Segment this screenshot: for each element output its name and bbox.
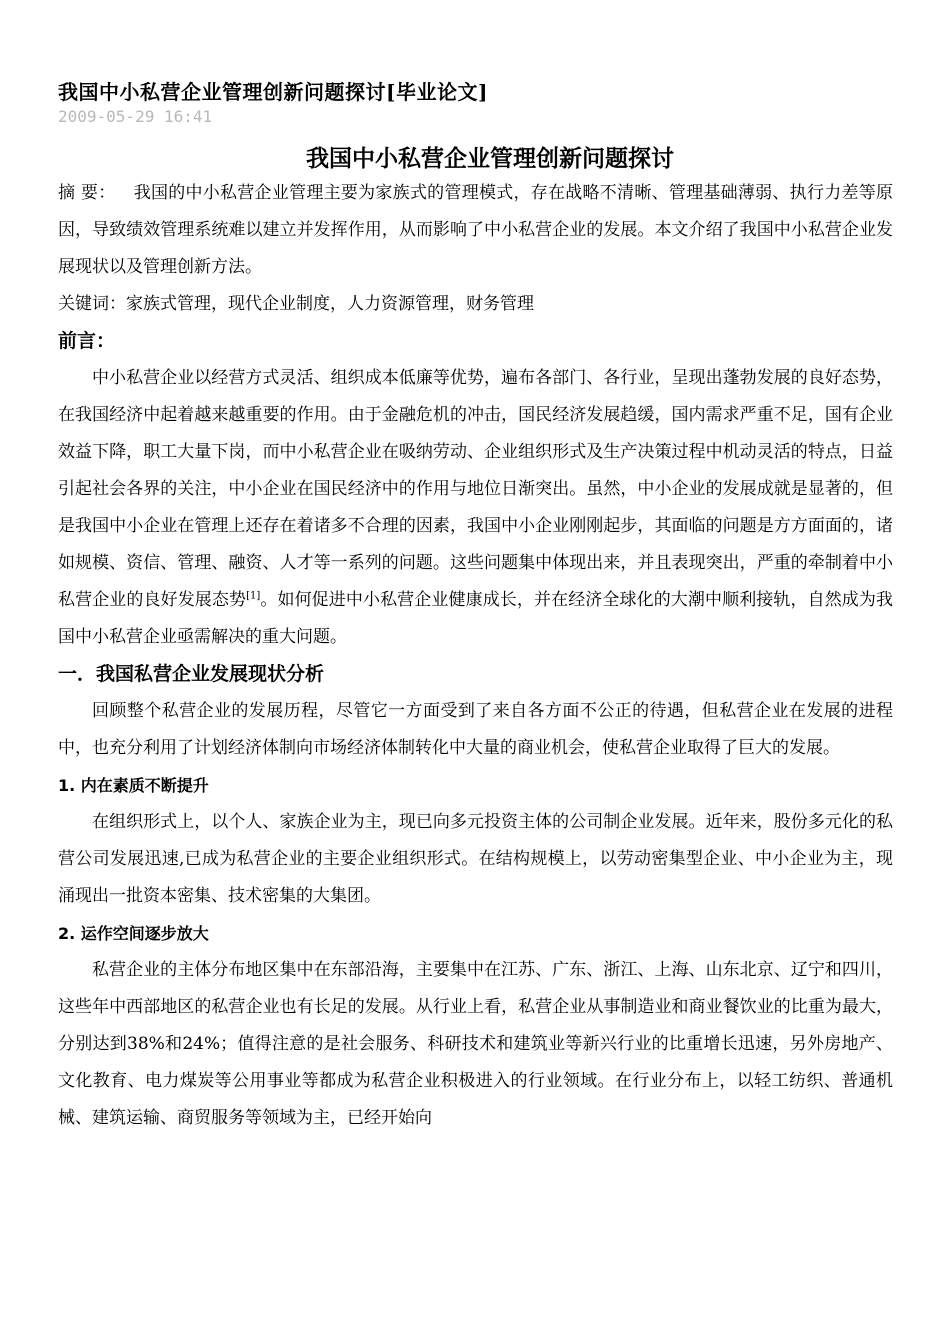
subsection-1-paragraph: 在组织形式上，以个人、家族企业为主，现已向多元投资主体的公司制企业发展。近年来，股份多元化的私营公司发展迅速,已成为私营企业的主要企业组织形式。在结构规模上，以劳动密集型企业、中小企业为主，现涌现出一批资本密集、技术密集的大集团。 — [58, 812, 893, 906]
abstract-label: 摘 要： — [58, 183, 116, 203]
section-1-heading: 一．我国私营企业发展现状分析 — [58, 663, 325, 685]
abstract — [58, 175, 893, 286]
reference-marker[interactable]: [1] — [246, 590, 261, 602]
abstract-text: 我国的中小私营企业管理主要为家族式的管理模式，存在战略不清晰、管理基础薄弱、执行力差等原因，导致绩效管理系统难以建立并发挥作用，从而影响了中小私营企业的发展。本文介绍了我国中小私营企业发展现状以及管理创新方法。 — [58, 183, 893, 277]
post-date: 2009-05-29 16:41 — [58, 107, 213, 126]
keywords: 关键词：家族式管理，现代企业制度，人力资源管理，财务管理 — [58, 294, 534, 314]
section-1-paragraph: 回顾整个私营企业的发展历程，尽管它一方面受到了来自各方面不公正的待遇，但私营企业在发展的进程中，也充分利用了计划经济体制向市场经济体制转化中大量的商业机会，使私营企业取得了巨大的发展。 — [58, 701, 893, 758]
preface-text-2: 。如何促进中小私营企业健康成长，并在经济全球化的大潮中顺利接轨，自然成为我国中小私营企业亟需解决的重大问题。 — [58, 590, 894, 647]
post-title: 我国中小私营企业管理创新问题探讨[毕业论文] — [58, 80, 488, 104]
article-title: 我国中小私营企业管理创新问题探讨 — [306, 145, 674, 172]
article-body — [58, 175, 893, 1137]
subsection-2-heading: 2. 运作空间逐步放大 — [58, 924, 209, 943]
preface-heading: 前言： — [58, 330, 116, 352]
subsection-2-paragraph: 私营企业的主体分布地区集中在东部沿海，主要集中在江苏、广东、浙江、上海、山东北京、辽宁和四川，这些年中西部地区的私营企业也有长足的发展。从行业上看，私营企业从事制造业和商业餐饮业的比重为最大，分别达到38%和24%；值得注意的是社会服务、科研技术和建筑业等新兴行业的比重增长迅速，另外房地产、文化教育、电力煤炭等公用事业等都成为私营企业积极进入的行业领域。在行业分布上，以轻工纺织、普通机械、建筑运输、商贸服务等领域为主，已经开始向 — [58, 960, 893, 1128]
preface-paragraph — [58, 360, 893, 656]
subsection-1-heading: 1. 内在素质不断提升 — [58, 776, 209, 795]
preface-text-1: 中小私营企业以经营方式灵活、组织成本低廉等优势，遍布各部门、各行业，呈现出蓬勃发展的良好态势，在我国经济中起着越来越重要的作用。由于金融危机的冲击，国民经济发展趋缓，国内需求严重不足，国有企业效益下降，职工大量下岗，而中小私营企业在吸纳劳动、企业组织形式及生产决策过程中机动灵活的特点，日益引起社会各界的关注，中小企业在国民经济中的作用与地位日渐突出。虽然，中小企业的发展成就是显著的，但是我国中小企业在管理上还存在着诸多不合理的因素，我国中小企业刚刚起步，其面临的问题是方方面面的，诸如规模、资信、管理、融资、人才等一系列的问题。这些问题集中体现出来，并且表现突出，严重的牵制着中小私营企业的良好发展态势 — [58, 368, 893, 610]
